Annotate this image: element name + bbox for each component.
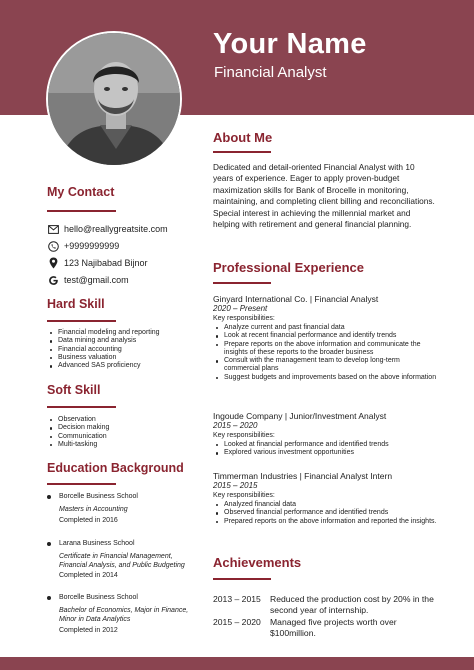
education-degree: Bachelor of Economics, Major in Finance, xyxy=(59,607,189,614)
education-degree-line2: Financial Analysis, and Public Budgeting xyxy=(59,562,185,569)
soft-skill-heading: Soft Skill xyxy=(47,383,101,397)
list-item: Decision making xyxy=(49,424,109,432)
contact-email xyxy=(47,222,168,236)
job-dates: 2020 – Present xyxy=(213,304,268,313)
about-text: Dedicated and detail-oriented Financial Analyst with 10 years of experience. Eager to apply proven-budget maximization skills for Bank of Brocelle in monitoring, maintaining, and completing client billing and reconciliations. Special interest in achieving the millennial market and helping with retirement and general financial planning. xyxy=(213,162,435,230)
list-item: Explored various investment opportunities xyxy=(215,449,437,457)
list-item: Suggest budgets and improvements based on the above information xyxy=(215,374,437,382)
achievement-period: 2013 – 2015 xyxy=(213,594,261,604)
list-item: Data mining and analysis xyxy=(49,337,160,345)
hard-skill-list xyxy=(49,329,160,370)
achievement-text: Managed five projects worth over $100million. xyxy=(270,617,397,638)
achievement-period: 2015 – 2020 xyxy=(213,617,261,627)
bullet-dot xyxy=(47,542,51,546)
achievements-heading: Achievements xyxy=(213,555,302,570)
education-completed: Completed in 2016 xyxy=(59,517,118,524)
job-responsibilities-list xyxy=(215,441,437,458)
education-school: Borcelle Business School xyxy=(59,594,138,601)
location-pin-icon xyxy=(47,257,59,269)
list-item: Multi-tasking xyxy=(49,441,109,449)
job-title: Ingoude Company | Junior/Investment Analyst xyxy=(213,411,387,421)
resume-role: Financial Analyst xyxy=(214,64,327,81)
contact-address xyxy=(47,256,148,270)
contact-email-text: hello@reallygreatsite.com xyxy=(64,224,168,234)
list-item: Look at recent financial performance and identify trends xyxy=(215,332,437,340)
education-degree: Masters in Accounting xyxy=(59,506,128,513)
job-responsibilities-label: Key responsibilities: xyxy=(213,315,275,322)
bullet-dot xyxy=(47,495,51,499)
hard-skill-heading: Hard Skill xyxy=(47,297,105,311)
education-completed: Completed in 2012 xyxy=(59,627,118,634)
soft-skill-divider xyxy=(47,406,116,408)
education-completed: Completed in 2014 xyxy=(59,572,118,579)
contact-address-text: 123 Najibabad Bijnor xyxy=(64,258,148,268)
bullet-dot xyxy=(47,596,51,600)
education-heading: Education Background xyxy=(47,461,184,475)
list-item: Consult with the management team to develop long-term commercial plans xyxy=(215,357,437,374)
job-responsibilities-label: Key responsibilities: xyxy=(213,432,275,439)
job-responsibilities-list xyxy=(215,324,437,382)
education-divider xyxy=(47,483,116,485)
soft-skill-list xyxy=(49,416,109,449)
about-divider xyxy=(213,151,271,153)
list-item: Financial modeling and reporting xyxy=(49,329,160,337)
job-responsibilities-list xyxy=(215,501,437,526)
profile-photo xyxy=(46,31,182,167)
contact-gmail-text: test@gmail.com xyxy=(64,275,129,285)
list-item: Communication xyxy=(49,433,109,441)
contact-divider xyxy=(47,210,116,212)
achievement-text: Reduced the production cost by 20% in the second year of internship. xyxy=(270,594,434,615)
profile-photo-image xyxy=(48,33,182,167)
mail-icon xyxy=(47,223,59,235)
list-item: Advanced SAS proficiency xyxy=(49,362,160,370)
job-dates: 2015 – 2015 xyxy=(213,481,258,490)
job-responsibilities-label: Key responsibilities: xyxy=(213,492,275,499)
education-degree-line2: Minor in Data Analytics xyxy=(59,616,131,623)
phone-icon xyxy=(47,240,59,252)
contact-heading: My Contact xyxy=(47,185,115,199)
list-item: Looked at financial performance and identified trends xyxy=(215,441,437,449)
education-school: Larana Business School xyxy=(59,540,135,547)
list-item: Observation xyxy=(49,416,109,424)
education-school: Borcelle Business School xyxy=(59,493,138,500)
contact-gmail xyxy=(47,273,129,287)
list-item: Prepare reports on the above information and communicate the insights of these reports to the broader business xyxy=(215,341,437,358)
google-icon xyxy=(47,274,59,286)
list-item: Observed financial performance and identified trends xyxy=(215,509,437,517)
education-degree: Certificate in Financial Management, xyxy=(59,553,173,560)
hard-skill-divider xyxy=(47,320,116,322)
list-item: Analyzed financial data xyxy=(215,501,437,509)
contact-phone-text: +9999999999 xyxy=(64,241,120,251)
experience-divider xyxy=(213,282,271,284)
contact-phone xyxy=(47,239,119,253)
list-item: Business valuation xyxy=(49,354,160,362)
job-title: Timmerman Industries | Financial Analyst Intern xyxy=(213,471,393,481)
footer-band xyxy=(0,657,474,670)
list-item: Prepared reports on the above information and reported the insights. xyxy=(215,518,437,526)
job-title: Ginyard International Co. | Financial Analyst xyxy=(213,294,379,304)
list-item: Financial accounting xyxy=(49,346,160,354)
experience-heading: Professional Experience xyxy=(213,260,365,275)
about-heading: About Me xyxy=(213,130,273,145)
list-item: Analyze current and past financial data xyxy=(215,324,437,332)
job-dates: 2015 – 2020 xyxy=(213,421,258,430)
resume-name: Your Name xyxy=(213,28,367,60)
achievements-divider xyxy=(213,578,271,580)
